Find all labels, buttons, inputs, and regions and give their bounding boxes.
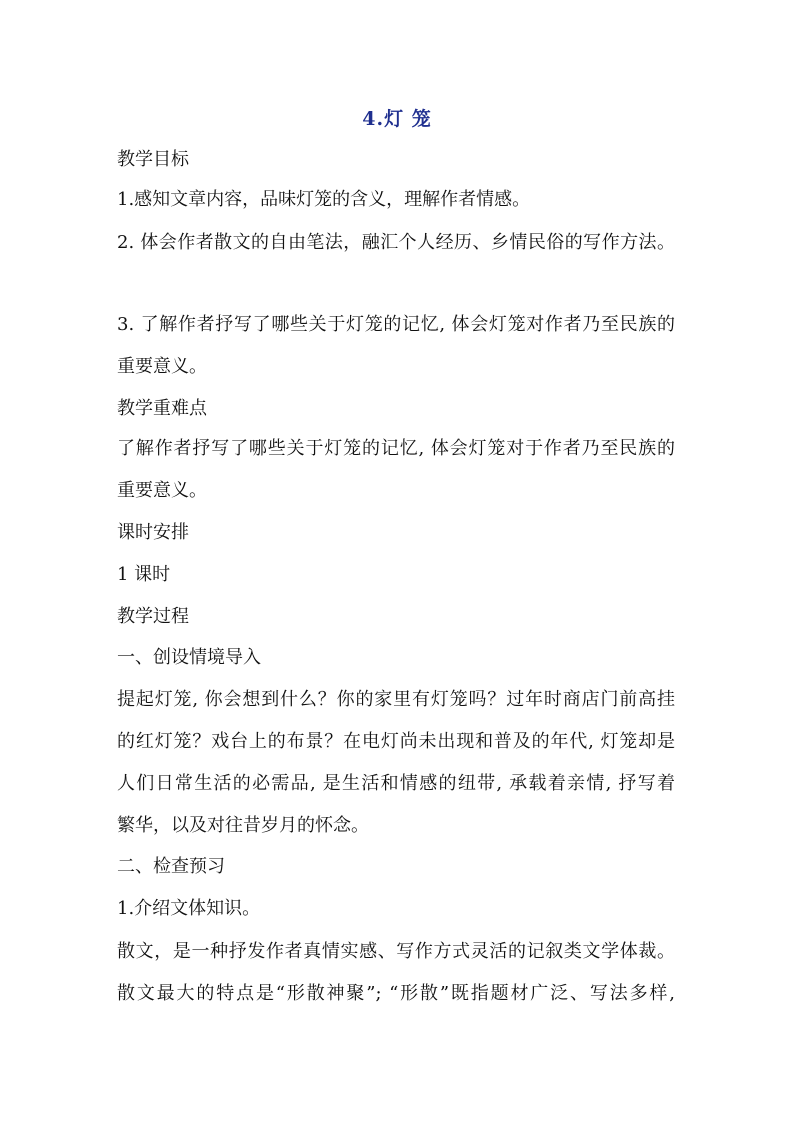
intro-paragraph-line-4: 繁华，以及对往昔岁月的怀念。 bbox=[117, 815, 369, 836]
subheading-introduction: 一、创设情境导入 bbox=[117, 647, 261, 668]
section-heading-objectives: 教学目标 bbox=[117, 149, 189, 170]
section-heading-schedule: 课时安排 bbox=[117, 522, 189, 543]
objective-2: 2. 体会作者散文的自由笔法，融汇个人经历、乡情民俗的写作方法。 bbox=[117, 232, 675, 253]
objective-1: 1.感知文章内容，品味灯笼的含义，理解作者情感。 bbox=[117, 189, 531, 210]
intro-paragraph-line-2: 的红灯笼？戏台上的布景？在电灯尚未出现和普及的年代, 灯笼却是 bbox=[117, 731, 675, 752]
section-heading-process: 教学过程 bbox=[117, 606, 189, 627]
objective-3-line-1: 3. 了解作者抒写了哪些关于灯笼的记忆, 体会灯笼对作者乃至民族的 bbox=[117, 314, 675, 335]
intro-paragraph-line-1: 提起灯笼, 你会想到什么？你的家里有灯笼吗？过年时商店门前高挂 bbox=[117, 689, 675, 710]
schedule-value: 1 课时 bbox=[117, 564, 171, 585]
key-points-line-2: 重要意义。 bbox=[117, 480, 207, 501]
section-heading-key-points: 教学重难点 bbox=[117, 398, 207, 419]
subheading-preview-check: 二、检查预习 bbox=[117, 856, 225, 877]
genre-paragraph-line-1: 散文，是一种抒发作者真情实感、写作方式灵活的记叙类文学体裁。 bbox=[117, 941, 675, 962]
genre-paragraph-line-2: 散文最大的特点是“形散神聚”; “形散”既指题材广泛、写法多样, bbox=[117, 983, 675, 1004]
genre-knowledge-heading: 1.介绍文体知识。 bbox=[117, 898, 261, 919]
key-points-line-1: 了解作者抒写了哪些关于灯笼的记忆, 体会灯笼对于作者乃至民族的 bbox=[117, 438, 675, 459]
intro-paragraph-line-3: 人们日常生活的必需品, 是生活和情感的纽带, 承载着亲情, 抒写着 bbox=[117, 773, 675, 794]
document-title: 4.灯 笼 bbox=[362, 108, 432, 130]
objective-3-line-2: 重要意义。 bbox=[117, 356, 207, 377]
